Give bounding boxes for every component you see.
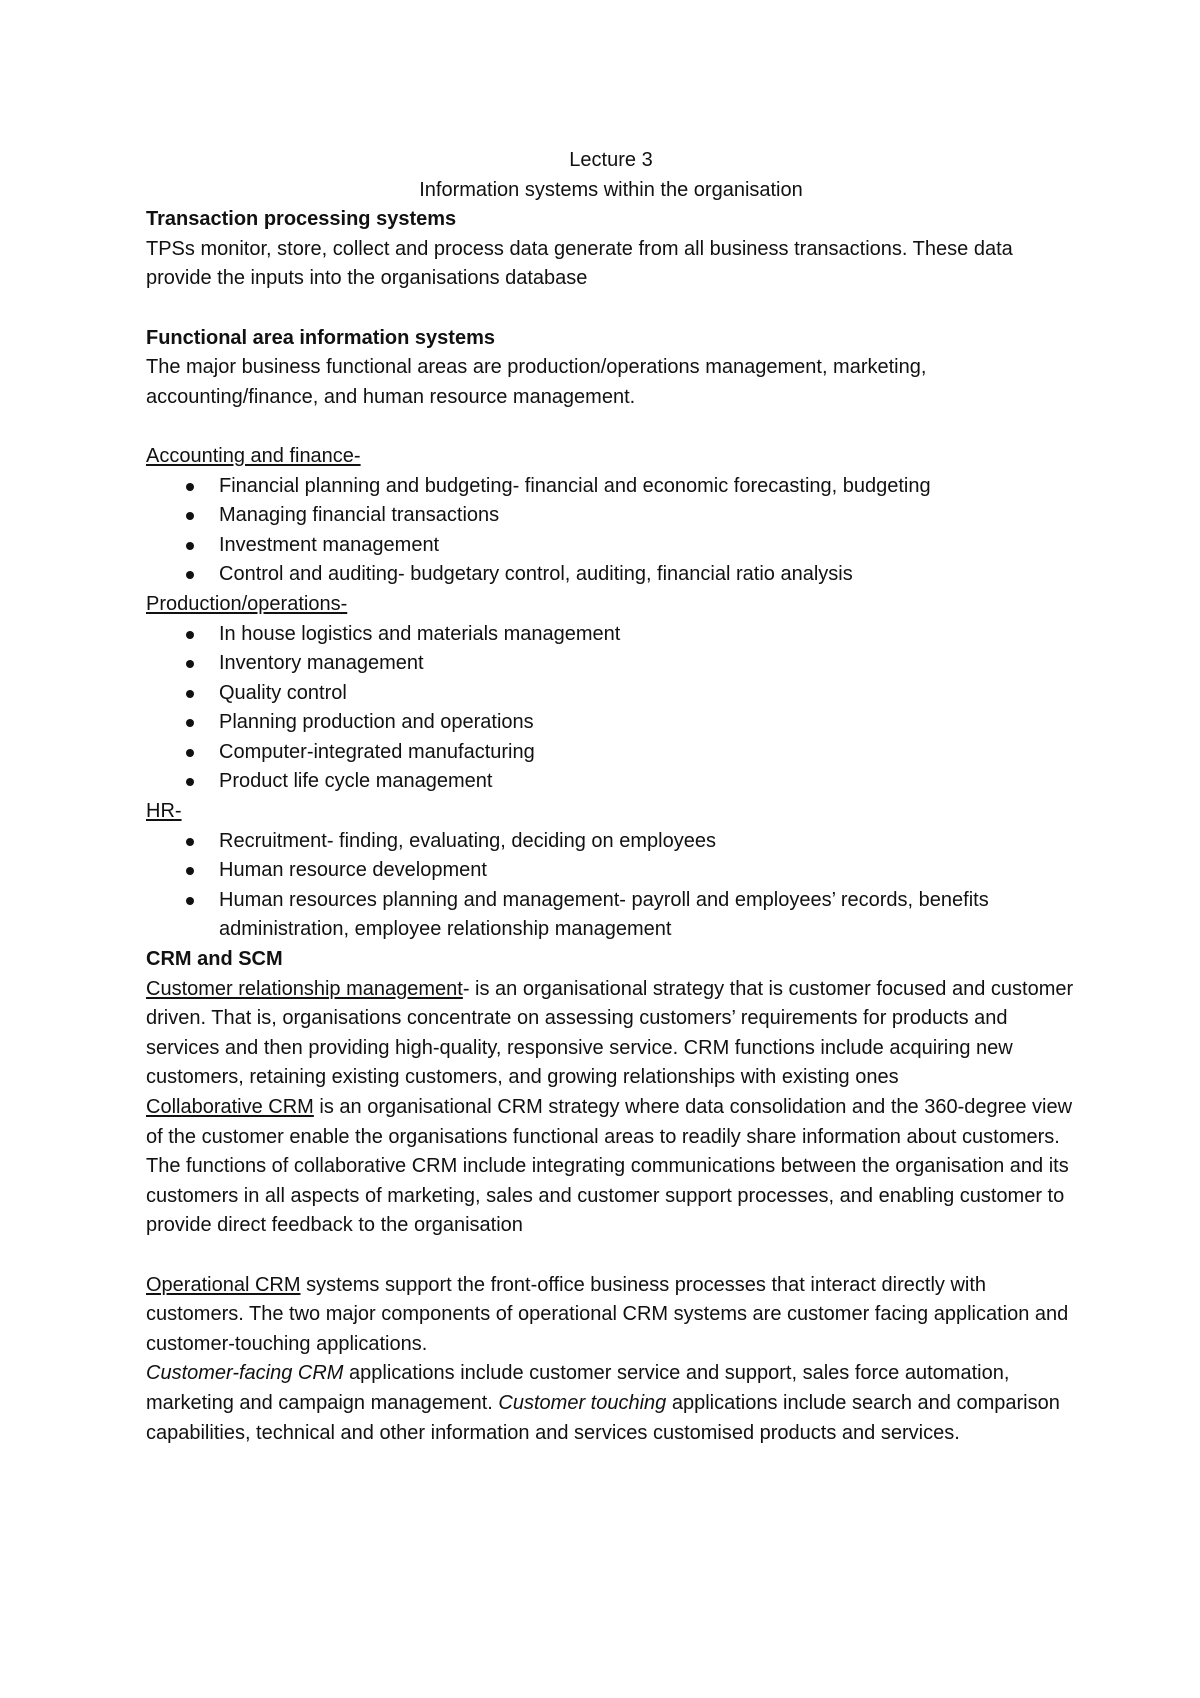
- collaborative-crm-paragraph: [146, 1093, 1076, 1241]
- hr-heading: [146, 797, 1076, 827]
- list-item: Human resource development: [146, 856, 1076, 886]
- spacer: [146, 1241, 1076, 1271]
- crm-heading: CRM and SCM: [146, 948, 283, 971]
- accounting-list: [146, 472, 1076, 590]
- spacer: [146, 294, 1076, 324]
- fais-paragraph: The major business functional areas are production/operations management, marketing, accounting/finance, and human resource management.: [146, 356, 927, 408]
- operational-crm-term: Operational CRM: [146, 1273, 301, 1296]
- list-item: Managing financial transactions: [146, 501, 1076, 531]
- customer-touching-text: applications include search and comparison capabilities, technical and other information and services customised products and services.: [146, 1391, 1060, 1444]
- list-item: Computer-integrated manufacturing: [146, 738, 1076, 768]
- list-item: Quality control: [146, 679, 1076, 709]
- document-page: [146, 146, 1076, 1448]
- fais-heading: Functional area information systems: [146, 326, 495, 349]
- list-item: In house logistics and materials management: [146, 620, 1076, 650]
- production-heading: [146, 590, 1076, 620]
- operational-crm-paragraph: [146, 1271, 1076, 1360]
- list-item: Human resources planning and management- payroll and employees’ records, benefits administration, employee relationship management: [146, 886, 1076, 945]
- tps-heading: Transaction processing systems: [146, 208, 457, 231]
- crm-term: Customer relationship management: [146, 977, 463, 1000]
- crm-applications-paragraph: [146, 1359, 1076, 1448]
- customer-touching-term: Customer touching: [498, 1391, 667, 1414]
- accounting-heading-text: Accounting and finance-: [146, 444, 361, 467]
- list-item: Product life cycle management: [146, 767, 1076, 797]
- list-item: Investment management: [146, 531, 1076, 561]
- collaborative-crm-term: Collaborative CRM: [146, 1096, 314, 1118]
- list-item: Control and auditing- budgetary control, auditing, financial ratio analysis: [146, 560, 1076, 590]
- production-heading-text: Production/operations-: [146, 592, 348, 615]
- operational-crm-text: systems support the front-office business processes that interact directly with customers. The two major components of operational CRM systems are customer facing application and customer-touching applications.: [146, 1273, 1069, 1355]
- page-title: Lecture 3: [569, 149, 653, 171]
- list-item: Recruitment- finding, evaluating, deciding on employees: [146, 827, 1076, 857]
- hr-list: [146, 827, 1076, 945]
- list-item: Inventory management: [146, 649, 1076, 679]
- crm-text: - is an organisational strategy that is customer focused and customer driven. That is, organisations concentrate on assessing customers’ requirements for products and services and then providing high-quality, responsive service. CRM functions include acquiring new customers, retaining existing customers, and growing relationships with existing ones: [146, 977, 1074, 1089]
- customer-facing-term: Customer-facing CRM: [146, 1362, 344, 1385]
- accounting-heading: [146, 442, 1076, 472]
- spacer: [146, 412, 1076, 442]
- tps-paragraph: TPSs monitor, store, collect and process data generate from all business transactions. These data provide the inputs into the organisations database: [146, 237, 1013, 290]
- crm-paragraph: [146, 975, 1076, 1093]
- page-subtitle: Information systems within the organisation: [419, 178, 803, 201]
- production-list: [146, 620, 1076, 798]
- hr-heading-text: HR-: [146, 800, 182, 823]
- list-item: Planning production and operations: [146, 708, 1076, 738]
- collaborative-crm-text: is an organisational CRM strategy where data consolidation and the 360-degree view of the customer enable the organisations functional areas to readily share information about customers. The functions of collaborative CRM include integrating communications between the organisation and its customers in all aspects of marketing, sales and customer support processes, and enabling customer to provide direct feedback to the organisation: [146, 1096, 1073, 1237]
- customer-facing-text: applications include customer service and support, sales force automation, marketing and campaign management.: [146, 1362, 1010, 1414]
- list-item: Financial planning and budgeting- financial and economic forecasting, budgeting: [146, 472, 1076, 502]
